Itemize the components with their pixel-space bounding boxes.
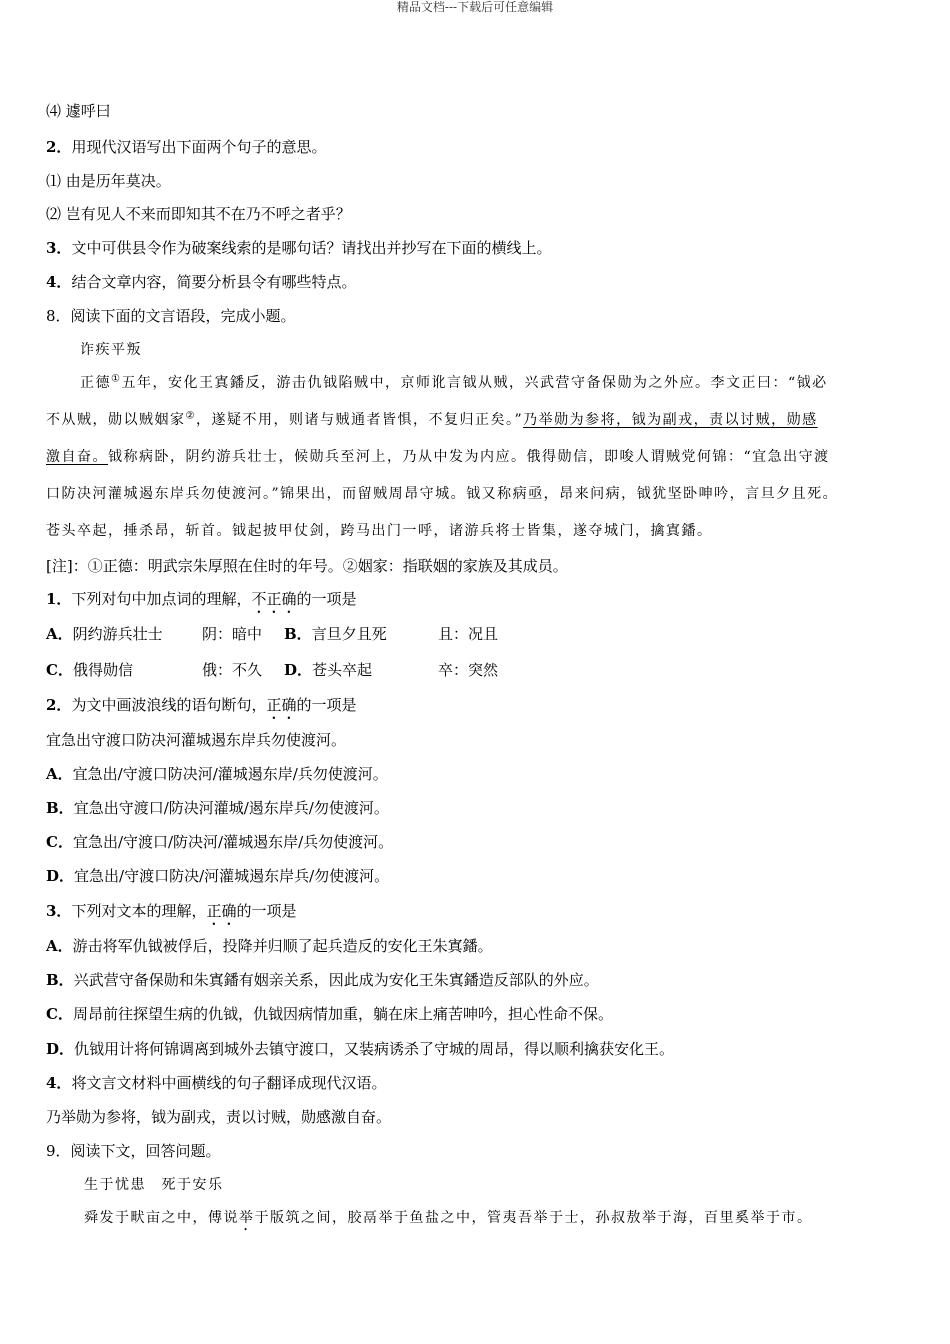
question-9: 9．阅读下文，回答问题。 [46,1142,221,1160]
question-4 [46,272,356,292]
question-text: 文中可供县令作为破案线索的是哪句话？请找出并抄写在下面的横线上。 [71,239,552,257]
option-b: B．言旦夕且死 [284,625,387,643]
question-number: 8． [46,307,71,325]
option-c: C．周昂前往探望生病的仇钺，仇钺因病情加重，躺在床上痛苦呻吟，担心性命不保。 [46,1005,613,1023]
question-2 [46,137,326,157]
option-b: B．兴武营守备保勋和朱寘鐇有姻亲关系，因此成为安化王朱寘鐇造反部队的外应。 [46,971,599,989]
option-a-explain: 阴：暗中 [202,625,263,643]
question-text: 用现代汉语写出下面两个句子的意思。 [71,138,327,156]
passage-line: 不从贼，勋以贼姻家②，遂疑不用，则诸与贼通者皆惧，不复归正矣。”乃举勋为参将，钺为副戎，责以讨贼，勋感 [46,410,818,428]
option-d: D．仇钺用计将何锦调离到城外去镇守渡口，又装病诱杀了守城的周昂，得以顺利擒获安化王。 [46,1040,675,1058]
question-3 [46,238,551,258]
emphasis-text: 正确 [206,902,237,920]
question-number: 3． [46,239,72,257]
underlined-sentence: 激自奋。 [46,449,108,465]
emphasis-text: 正确 [266,696,297,714]
emphasis-text: 举 [239,1210,255,1226]
question-line: ⑷ 遽呼曰 [46,102,111,120]
option-c: C．宜急出/守渡口/防决河/灌城遏东岸/兵勿使渡河。 [46,833,394,851]
annotation-note: [注]：①正德：明武宗朱厚照在住时的年号。②姻家：指联姻的家族及其成员。 [46,557,568,575]
passage-line: 口防决河灌城遏东岸兵勿使渡河。”锦果出，而留贼周昂守城。钺又称病亟，昂来问病，钺犹坚卧呻吟，言旦夕且死。 [46,486,839,502]
question-number: 2． [46,138,72,156]
passage-line: 激自奋。钺称病卧，阴约游兵壮士，候勋兵至河上，乃从中发为内应。俄得勋信，即唆人谓贼党何锦：“宜急出守渡 [46,449,830,465]
option-a: A．游击将军仇钺被俘后，投降并归顺了起兵造反的安化王朱寘鐇。 [46,937,493,955]
sentence-2: ⑵ 岂有见人不来而即知其不在乃不呼之者乎？ [46,205,351,223]
option-d-explain: 卒：突然 [438,661,499,679]
question-number: 4． [46,273,72,291]
subquestion-1: 1．下列对句中加点词的理解，不正确的一项是 [46,590,357,608]
question-text: 阅读下面的文言语段，完成小题。 [70,307,296,325]
underlined-sentence: 乃举勋为参将，钺为副戎，责以讨贼，勋感 [523,412,818,428]
passage-title: 生于忧患 死于安乐 [84,1177,224,1193]
option-c-explain: 俄：不久 [202,661,263,679]
sentence-1: ⑴ 由是历年莫决。 [46,172,171,190]
passage-line: 苍头卒起，捶杀昂，斩首。钺起披甲仗剑，跨马出门一呼，诸游兵将士皆集，遂夺城门，擒寘鐇。 [46,523,713,539]
option-d: D．苍头卒起 [284,661,373,679]
question-text: 结合文章内容，简要分析县令有哪些特点。 [71,273,357,291]
sentence-to-punctuate: 宜急出守渡口防决河灌城遏东岸兵勿使渡河。 [46,731,347,749]
option-a: A．阴约游兵壮士 [46,625,163,643]
option-b-explain: 且：况且 [438,625,499,643]
page-header: 精品文档---下载后可任意编辑 [396,0,554,14]
subquestion-4: 4．将文言文材料中画横线的句子翻译成现代汉语。 [46,1074,387,1092]
question-8 [46,306,296,326]
option-d: D．宜急出/守渡口防决/河灌城遏东岸兵/勿使渡河。 [46,867,390,885]
emphasis-text: 不正确 [251,590,297,608]
subquestion-2: 2．为文中画波浪线的语句断句，正确的一项是 [46,696,357,714]
passage-title: 诈疾平叛 [80,342,142,358]
option-a: A．宜急出/守渡口防决河/灌城遏东岸/兵勿使渡河。 [46,765,388,783]
passage-line: 正德①五年，安化王寘鐇反，游击仇钺陷贼中，京师讹言钺从贼，兴武营守备保勋为之外应。李文正曰：“钺必 [80,373,828,391]
subquestion-3: 3．下列对文本的理解，正确的一项是 [46,902,297,920]
passage-line: 舜发于畎亩之中，傅说举于版筑之间，胶鬲举于鱼盐之中，管夷吾举于士，孙叔敖举于海，百里奚举于市。 [84,1210,813,1226]
sentence-to-translate: 乃举勋为参将，钺为副戎，责以讨贼，勋感激自奋。 [46,1108,392,1126]
option-c: C．俄得勋信 [46,661,133,679]
option-b: B．宜急出守渡口/防决河灌城/遏东岸兵/勿使渡河。 [46,799,389,817]
